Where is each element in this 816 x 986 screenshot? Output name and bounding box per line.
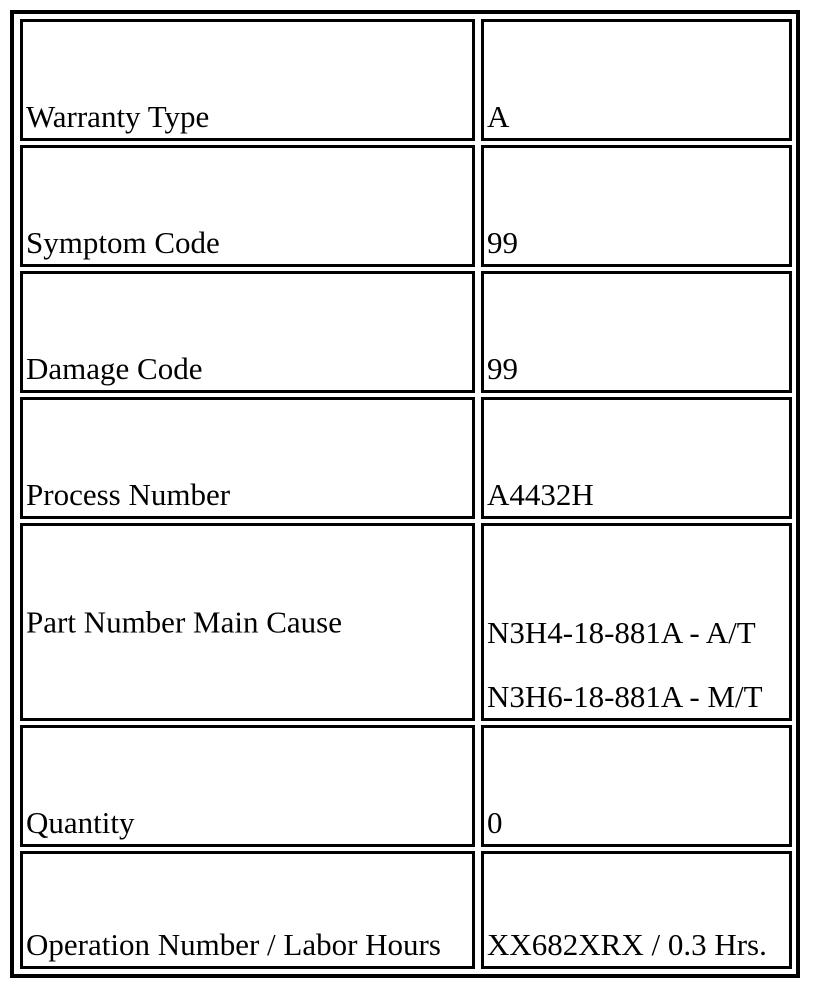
warranty-type-value: A <box>487 99 510 134</box>
part-number-value-at: N3H4-18-881A - A/T <box>487 615 756 650</box>
label-cell <box>20 397 475 519</box>
process-number-value: A4432H <box>487 477 594 512</box>
part-number-value-mt: N3H6-18-881A - M/T <box>487 679 763 714</box>
label-cell <box>20 851 475 969</box>
label-cell <box>20 271 475 393</box>
label-cell <box>20 725 475 847</box>
label-cell <box>20 19 475 141</box>
value-cell <box>481 271 792 393</box>
part-number-values <box>487 617 763 712</box>
part-number-label: Part Number Main Cause <box>26 604 342 640</box>
value-cell <box>481 851 792 969</box>
process-number-label: Process Number <box>26 477 231 512</box>
damage-code-value: 99 <box>487 351 518 386</box>
damage-code-label: Damage Code <box>26 351 203 386</box>
warranty-type-label: Warranty Type <box>26 99 210 134</box>
quantity-label: Quantity <box>26 805 135 840</box>
operation-number-label: Operation Number / Labor Hours <box>26 927 441 962</box>
symptom-code-label: Symptom Code <box>26 225 220 260</box>
value-cell <box>481 397 792 519</box>
value-cell <box>481 19 792 141</box>
quantity-value: 0 <box>487 805 503 840</box>
operation-number-value: XX682XRX / 0.3 Hrs. <box>487 927 767 962</box>
label-cell <box>20 145 475 267</box>
warranty-table <box>10 10 800 978</box>
value-cell <box>481 523 792 721</box>
symptom-code-value: 99 <box>487 225 518 260</box>
value-cell <box>481 725 792 847</box>
value-cell <box>481 145 792 267</box>
label-cell <box>20 523 475 721</box>
